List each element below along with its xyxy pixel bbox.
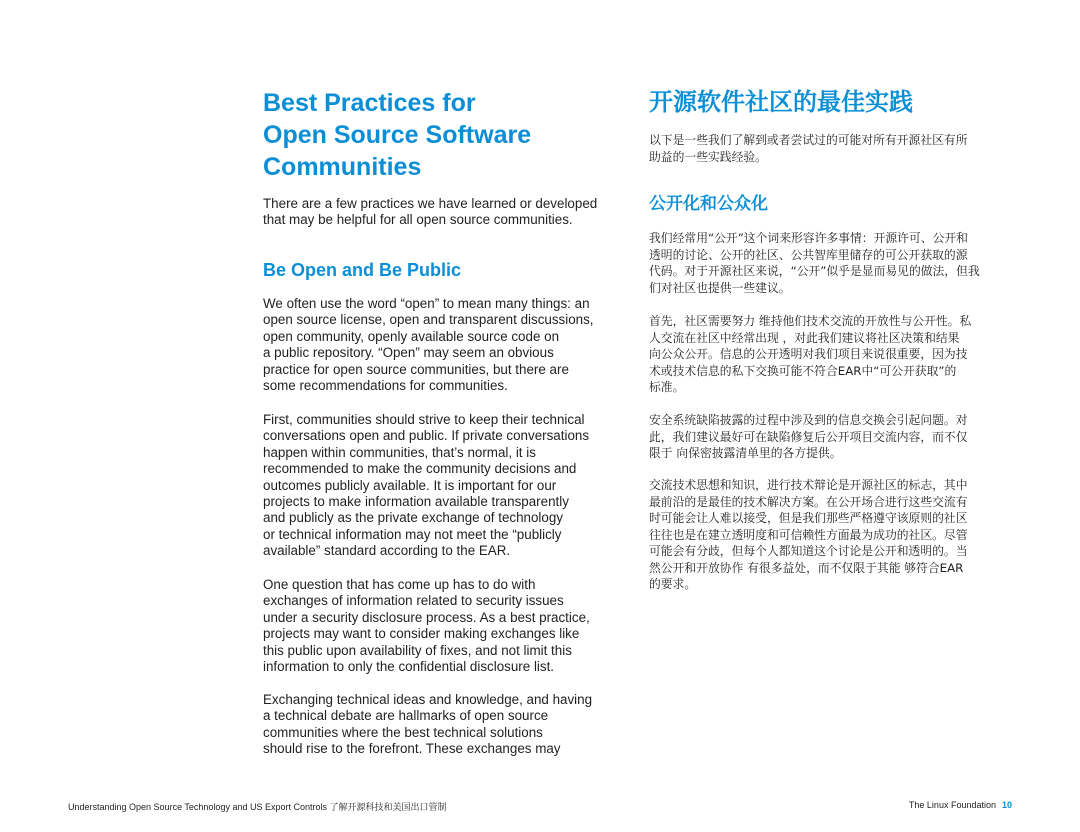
chinese-title: 开源软件社区的最佳实践: [649, 89, 913, 116]
english-paragraph-4: Exchanging technical ideas and knowledge, and having a technical debate are hallmarks of open source communities where the best technical solutions should rise to the forefront. These exchanges may: [263, 692, 593, 757]
chinese-paragraph-1: 我们经常用“公开”这个词来形容许多事情：开源许可、公开和 透明的讨论、公开的社区、公共智库里储存的可公开获取的源 代码。对于开源社区来说，“公开”似乎是显而易见的做法，但我 们对社区也提供一些建议。: [649, 231, 980, 295]
english-paragraph-1: We often use the word “open” to mean many things: an open source license, open and transparent discussions, open community, openly available source code on a public repository. “Open” may seem an obvious practice for open source communities, but there are some recommendations for communities.: [263, 296, 594, 394]
chinese-intro: 以下是一些我们了解到或者尝试过的可能对所有开源社区有所 助益的一些实践经验。: [649, 133, 968, 164]
chinese-paragraph-3: 安全系统缺陷披露的过程中涉及到的信息交换会引起问题。对 此，我们建议最好可在缺陷修复后公开项目交流内容，而不仅 限于 向保密披露清单里的各方提供。: [649, 413, 968, 460]
footer-right: [909, 800, 1012, 810]
footer-organization: The Linux Foundation: [908, 800, 996, 810]
footer-document-title: Understanding Open Source Technology and US Export Controls 了解开源科技和美国出口管制: [68, 802, 447, 812]
english-paragraph-2: First, communities should strive to keep their technical conversations open and public. If private conversations happen within communities, that’s normal, it is recommended to make the community decisions and outcomes publicly available. It is important for our projects to make information available transparently and publicly as the private exchange of technology or technical information may not meet the “publicly available” standard according to the EAR.: [263, 412, 590, 559]
chinese-paragraph-4: 交流技术思想和知识，进行技术辩论是开源社区的标志，其中 最前沿的是最佳的技术解决方案。在公开场合进行这些交流有 时可能会让人难以接受，但是我们那些严格遵守该原则的社区 往往也是在建立透明度和可信赖性方面最为成功的社区。尽管 可能会有分歧，但每个人都知道这个讨论是公开和透明的。当 然公开和开放协作 有很多益处，而不仅限于其能 够符合EAR 的要求。: [649, 478, 968, 591]
english-intro: There are a few practices we have learned or developed that may be helpful for all open source communities.: [263, 196, 598, 228]
english-title: Best Practices for Open Source Software Communities: [263, 89, 532, 181]
english-paragraph-3: One question that has come up has to do with exchanges of information related to security issues under a security disclosure process. As a best practice, projects may want to consider making exchanges like this public upon availability of fixes, and not limit this information to only the confidential disclosure list.: [263, 577, 590, 675]
chinese-paragraph-2: 首先，社区需要努力 维持他们技术交流的开放性与公开性。私 人交流在社区中经常出现 ，对此我们建议将社区决策和结果 向公众公开。信息的公开透明对我们项目来说很重要，因为技 术或技术信息的私下交换可能不符合EAR中“可公开获取”的 标准。: [649, 314, 972, 394]
english-section-heading: Be Open and Be Public: [263, 260, 462, 280]
page-number: 10: [1001, 800, 1012, 810]
chinese-section-heading: 公开化和公众化: [649, 194, 768, 213]
